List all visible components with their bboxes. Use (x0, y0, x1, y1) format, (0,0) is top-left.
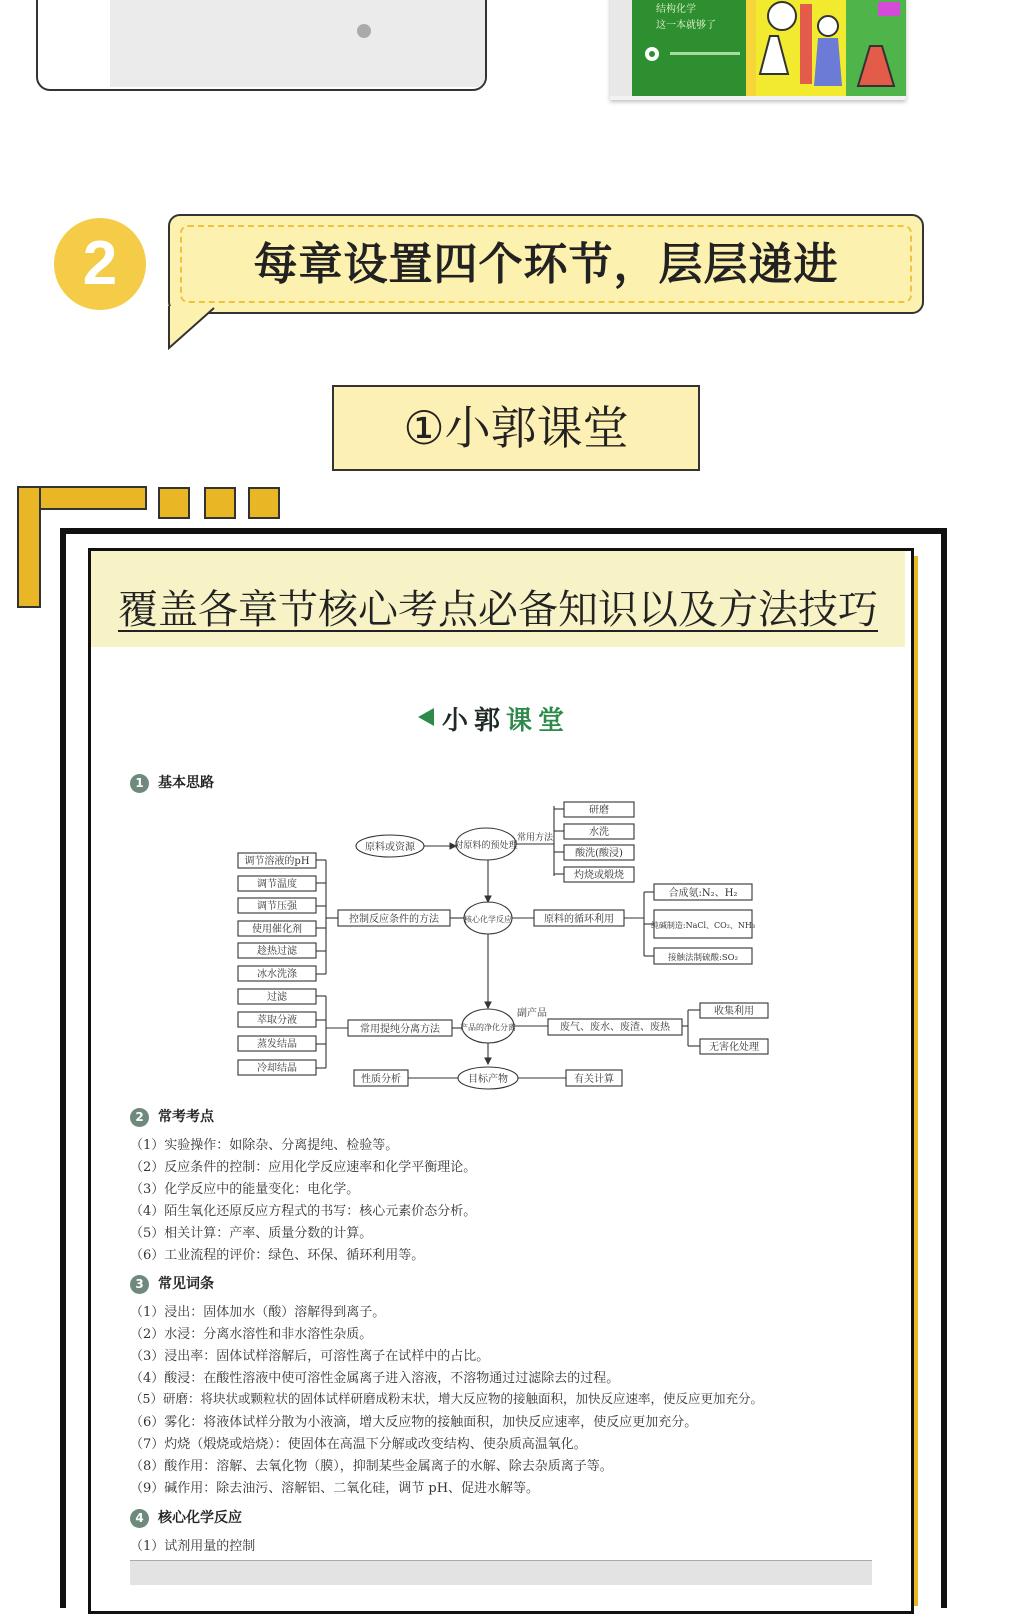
section-number-icon: 2 (130, 1108, 149, 1127)
flow-separate-item: 蒸发结晶 (257, 1039, 297, 1050)
flow-pretreat: 对原料的预处理 (454, 841, 518, 851)
decor-square (248, 487, 280, 519)
book-line2: 这一本就够了 (656, 20, 716, 31)
flow-purify: 产品的净化分离 (460, 1023, 516, 1032)
flow-target: 目标产物 (468, 1074, 508, 1085)
flow-byproduct: 副产品 (517, 1008, 547, 1019)
flow-control-item: 使用催化剂 (252, 924, 302, 935)
flow-method: 灼烧或煅烧 (574, 870, 624, 881)
section-heading-3 (130, 1273, 214, 1294)
brand-part1: 小郭 (442, 706, 507, 736)
section-heading-2 (130, 1106, 214, 1127)
flow-recycle-item: 接触法制硫酸:SO₂ (667, 953, 739, 963)
flow-separate-item: 冷却结晶 (257, 1063, 297, 1074)
book-front (632, 0, 906, 96)
exam-point: （3）化学反应中的能量变化：电化学。 (130, 1182, 360, 1197)
section-heading-label: 常见词条 (158, 1276, 214, 1292)
exam-point: （5）相关计算：产率、质量分数的计算。 (130, 1226, 373, 1241)
section-heading-label: 核心化学反应 (158, 1510, 242, 1526)
brand-arrow-icon (418, 708, 434, 726)
flow-common: 常用方法 (516, 833, 554, 843)
section-heading-label: 基本思路 (158, 775, 214, 791)
flow-control-item: 调节压强 (257, 901, 297, 912)
section-number-icon: 1 (130, 774, 149, 793)
book-cover-image (610, 0, 906, 100)
term-item: （5）研磨：将块状或颗粒状的固体试样研磨成粉末状，增大反应物的接触面积，加快反应速率，使反应更加充分。 (130, 1391, 763, 1406)
flow-property: 性质分析 (361, 1074, 401, 1085)
flow-separate-item: 萃取分液 (257, 1015, 297, 1026)
decor-square (204, 487, 236, 519)
frame-top-line (60, 528, 945, 534)
section-number-badge: 2 (54, 218, 146, 310)
section-number-icon: 4 (130, 1509, 149, 1528)
frame-left-line (60, 528, 66, 1608)
term-item: （9）碱作用：除去油污、溶解铝、二氧化硅，调节 pH、促进水解等。 (130, 1481, 540, 1496)
corner-bar-vertical (17, 486, 41, 608)
preview-scroll-dot[interactable] (357, 24, 371, 38)
flow-handle: 收集利用 (714, 1006, 754, 1017)
term-item: （8）酸作用：溶解、去氧化物（膜），抑制某些金属离子的水解、除去杂质离子等。 (130, 1459, 613, 1474)
section-title: 每章设置四个环节，层层递进 (253, 239, 839, 290)
flow-wastes: 废气、废水、废渣、废热 (560, 1022, 670, 1033)
table-header (130, 1560, 872, 1585)
term-item: （7）灼烧（煅烧或焙烧）：使固体在高温下分解或改变结构、使杂质高温氧化。 (130, 1437, 587, 1452)
flow-core: 核心化学反应 (464, 915, 512, 924)
flow-control-item: 调节溶液的pH (244, 856, 310, 867)
flow-control-item: 趁热过滤 (257, 946, 297, 957)
preview-card (36, 0, 487, 91)
section-heading-4 (130, 1507, 242, 1528)
book-illustration (632, 0, 906, 96)
section-title-bubble (168, 214, 924, 314)
flow-chart (230, 796, 790, 1096)
exam-point: （1）实验操作：如除杂、分离提纯、检验等。 (130, 1138, 399, 1153)
term-item: （3）浸出率：固体试样溶解后，可溶性离子在试样中的占比。 (130, 1349, 490, 1364)
exam-point: （2）反应条件的控制：应用化学反应速率和化学平衡理论。 (130, 1160, 477, 1175)
exam-point: （4）陌生氧化还原反应方程式的书写：核心元素价态分析。 (130, 1204, 477, 1219)
flow-recycle-item: 纯碱制造:NaCl、CO₂、NH₃ (650, 921, 756, 930)
flow-raw: 原料或资源 (365, 842, 415, 853)
exam-point: （6）工业流程的评价：绿色、环保、循环利用等。 (130, 1248, 425, 1263)
term-item: （6）雾化：将液体试样分散为小液滴，增大反应物的接触面积，加快反应速率，使反应更加充分。 (130, 1415, 698, 1430)
brand-title (442, 700, 570, 737)
flow-separate-item: 过滤 (267, 992, 287, 1003)
decor-square (158, 487, 190, 519)
bubble-tail (168, 306, 228, 350)
flow-method: 研磨 (589, 805, 609, 816)
subsection-tag: ①小郭课堂 (332, 385, 700, 471)
flow-control-item: 调节温度 (257, 879, 297, 890)
flow-control: 控制反应条件的方法 (349, 914, 439, 925)
book-spine (610, 0, 632, 96)
flow-control-item: 冰水洗涤 (257, 969, 297, 980)
bubble-dashed-border (180, 225, 912, 303)
term-item: （4）酸浸：在酸性溶液中使可溶性金属离子进入溶液，不溶物通过过滤除去的过程。 (130, 1371, 620, 1386)
section-number-icon: 3 (130, 1275, 149, 1294)
flow-handle: 无害化处理 (709, 1042, 759, 1053)
flow-separate: 常用提纯分离方法 (360, 1024, 440, 1035)
flow-recycle-item: 合成氨:N₂、H₂ (668, 888, 738, 899)
section-heading-label: 常考考点 (158, 1109, 214, 1125)
flow-method: 水洗 (589, 827, 609, 838)
section-heading-1 (130, 772, 214, 793)
brand-part2: 课堂 (506, 706, 571, 736)
frame-right-line (941, 528, 947, 1608)
reaction-subheading: （1）试剂用量的控制 (130, 1539, 256, 1554)
flow-calc: 有关计算 (574, 1074, 614, 1085)
book-line1: 结构化学 (656, 4, 696, 15)
term-item: （1）浸出：固体加水（酸）溶解得到离子。 (130, 1305, 386, 1320)
term-item: （2）水浸：分离水溶性和非水溶性杂质。 (130, 1327, 373, 1342)
flow-recycle: 原料的循环利用 (544, 914, 614, 925)
preview-page (110, 0, 485, 87)
header-title: 覆盖各章节核心考点必备知识以及方法技巧 (118, 587, 878, 633)
flow-method: 酸洗(酸浸) (575, 848, 623, 859)
